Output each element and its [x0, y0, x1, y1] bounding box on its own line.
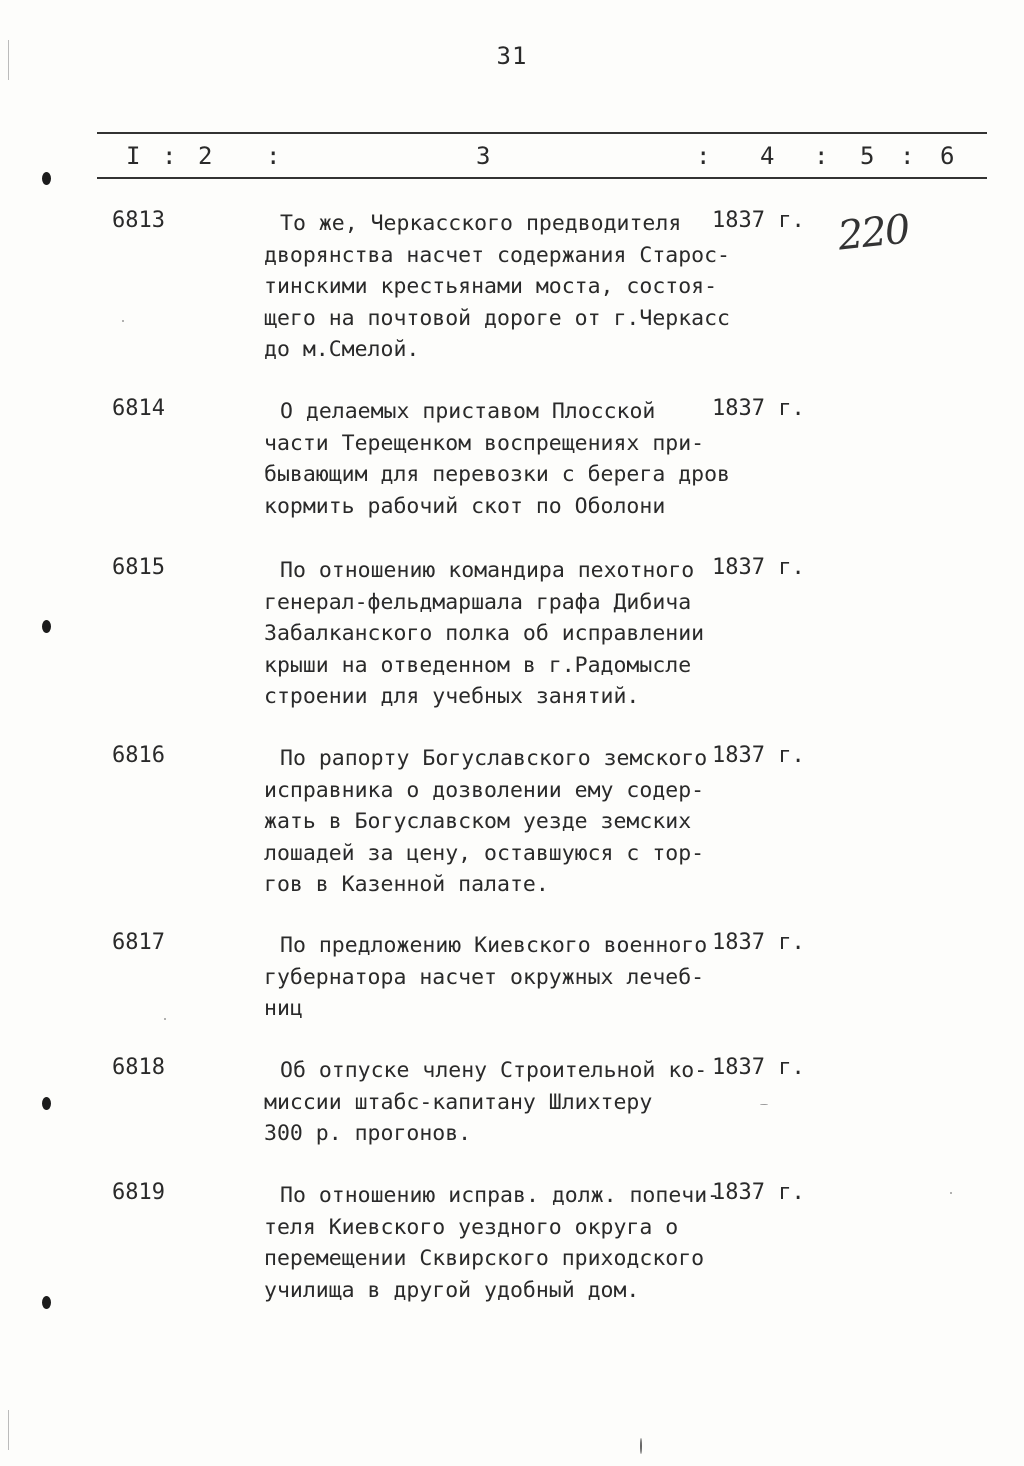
entry-line: училища в другой удобный дом. [264, 1277, 640, 1303]
scan-speck [122, 320, 124, 322]
entry-description [264, 1180, 734, 1306]
entry-number: 6818 [112, 1055, 165, 1080]
entry-line: Об отпуске члену Строительной ко- [280, 1058, 708, 1083]
entry-line: жать в Богуславском уезде земских [264, 809, 692, 834]
entry-line: тинскими крестьянами моста, состоя- [264, 274, 718, 299]
entry-line: генерал-фельдмаршала графа Дибича [264, 589, 692, 615]
header-col-2: 2 [198, 142, 213, 170]
entry-line: до м.Смелой. [264, 337, 420, 362]
entry-year: 1837 г. [712, 396, 805, 421]
entry-line: ниц [264, 996, 303, 1021]
entry-line: миссии штабс-капитану Шлихтеру [264, 1089, 653, 1115]
entry-number: 6814 [112, 396, 165, 421]
entry-line: щего на почтовой дороге от г.Черкасс [264, 305, 730, 331]
entry-description [264, 396, 734, 522]
entry-line: теля Киевского уездного округа о [264, 1214, 679, 1240]
entry-year: 1837 г. [712, 1180, 805, 1205]
entry-number: 6817 [112, 930, 165, 955]
entry-number: 6816 [112, 743, 165, 768]
entry-line: По отношению исправ. долж. попечи- [280, 1183, 721, 1208]
entry-line: По отношению командира пехотного [280, 558, 695, 583]
entry-year: 1837 г. [712, 1055, 805, 1080]
header-separator: : [266, 142, 281, 170]
header-col-3: 3 [476, 142, 491, 170]
header-col-4: 4 [760, 142, 775, 170]
header-separator: : [162, 142, 177, 170]
scan-speck [760, 1104, 768, 1105]
scan-speck [640, 1438, 642, 1454]
entry-description [264, 743, 734, 901]
header-col-5: 5 [860, 142, 875, 170]
entry-line: губернатора насчет окружных лечеб- [264, 964, 705, 990]
entry-number: 6819 [112, 1180, 165, 1205]
binder-hole [42, 172, 51, 185]
header-col-1: I [126, 142, 141, 170]
entry-line: О делаемых приставом Плосской [280, 399, 656, 424]
entry-description [264, 208, 734, 366]
entry-line: крыши на отведенном в г.Радомысле [264, 652, 692, 678]
entry-line: бывающим для перевозки с берега дров [264, 462, 730, 487]
entry-line: части Терещенком воспрещениях при- [264, 430, 705, 456]
header-separator: : [696, 142, 711, 170]
entry-description [264, 1055, 734, 1150]
entry-year: 1837 г. [712, 555, 805, 580]
entry-line: строении для учебных занятий. [264, 684, 640, 709]
binder-hole [42, 1097, 51, 1110]
scan-edge-mark [8, 40, 9, 80]
entry-number: 6815 [112, 555, 165, 580]
header-separator: : [814, 142, 829, 170]
handwritten-annotation: 220 [835, 206, 911, 260]
entry-line: перемещении Сквирского приходского [264, 1246, 705, 1271]
header-col-6: 6 [940, 142, 955, 170]
entry-line: Забалканского полка об исправлении [264, 621, 705, 646]
scan-edge-mark [8, 1410, 9, 1450]
entry-year: 1837 г. [712, 743, 805, 768]
entry-year: 1837 г. [712, 930, 805, 955]
entry-description [264, 555, 734, 713]
entry-line: кормить рабочий скот по Оболони [264, 493, 666, 519]
scan-speck [164, 1018, 166, 1020]
entry-line: 300 р. прогонов. [264, 1121, 472, 1146]
table-rule-bottom [97, 177, 987, 179]
entry-number: 6813 [112, 208, 165, 233]
binder-hole [42, 1296, 51, 1309]
entry-line: гов в Казенной палате. [264, 872, 549, 897]
table-rule-top [97, 132, 987, 134]
scan-speck [950, 1192, 952, 1194]
entry-line: По рапорту Богуславского земского [280, 746, 708, 771]
binder-hole [42, 620, 51, 633]
page-number: 31 [496, 42, 528, 70]
entry-line: По предложению Киевского военного [280, 933, 708, 958]
header-separator: : [900, 142, 915, 170]
entry-line: дворянства насчет содержания Старос- [264, 242, 730, 268]
entry-year: 1837 г. [712, 208, 805, 233]
entry-description [264, 930, 734, 1025]
entry-line: исправника о дозволении ему содер- [264, 777, 705, 803]
entry-line: То же, Черкасского предводителя [280, 211, 682, 236]
entry-line: лошадей за цену, оставшуюся с тор- [264, 840, 705, 866]
